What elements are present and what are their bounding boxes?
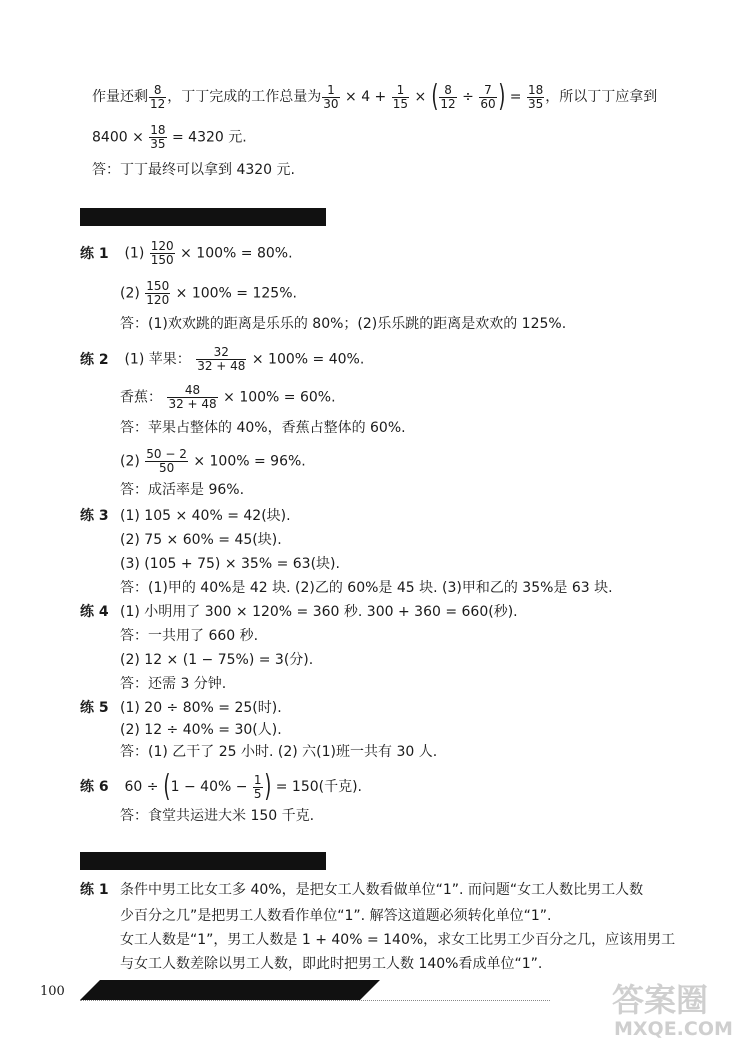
watermark-logo: 答案圈 bbox=[612, 981, 709, 1019]
right-paren: ) bbox=[497, 79, 505, 114]
fraction: $\frac{18}{35}$ bbox=[150, 123, 166, 151]
exercise-2-part-2: (2) $\frac{50 - 2}{50}$ × 100% = 96%. bbox=[120, 447, 306, 475]
fraction: $\frac{32}{32 + 48}$ bbox=[197, 345, 246, 373]
exercise-6-answer: 答：食堂共运进大米 150 千克. bbox=[120, 808, 315, 824]
exercise-4-line-2: (2) 12 × (1 − 75%) = 3(分). bbox=[120, 652, 314, 668]
exercise-5-answer: 答：(1) 乙干了 25 小时. (2) 六(1)班一共有 30 人. bbox=[120, 744, 438, 760]
left-paren: ( bbox=[163, 769, 171, 804]
exercise-1-answer: 答：(1)欢欢跳的距离是乐乐的 80%；(2)乐乐跳的距离是欢欢的 125%. bbox=[120, 316, 567, 332]
exercise-3-answer: 答：(1)甲的 40%是 42 块. (2)乙的 60%是 45 块. (3)甲和乙的 35%是 63 块. bbox=[120, 580, 613, 596]
fraction: $\frac{1}{30}$ bbox=[323, 82, 339, 111]
fraction: $\frac{48}{32 + 48}$ bbox=[168, 383, 217, 411]
section-2-line-1: 练 1 条件中男工比女工多 40%，是把女工人数看做单位“1”. 而问题“女工人数比男工人数 bbox=[80, 882, 644, 898]
footer-rule bbox=[80, 1000, 550, 1001]
right-paren: ) bbox=[263, 769, 271, 804]
fraction: $\frac{1}{15}$ bbox=[392, 82, 409, 111]
section-2-line-3: 女工人数是“1”，男工人数是 1 + 40% = 140%，求女工比男工少百分之几，应该用男工 bbox=[120, 932, 676, 948]
section-2-line-4: 与女工人数差除以男工人数，即此时把男工人数 140%看成单位“1”. bbox=[120, 956, 543, 972]
section-header-bar bbox=[80, 208, 326, 226]
fraction: $\frac{120}{150}$ bbox=[150, 239, 174, 267]
exercise-2-answer-2: 答：成活率是 96%. bbox=[120, 482, 245, 498]
fraction: $\frac{8}{12}$ bbox=[440, 82, 456, 111]
exercise-3-line-1: 练 3 (1) 105 × 40% = 42(块). bbox=[80, 508, 291, 524]
top-line-2: 8400 × $\frac{18}{35}$ = 4320 元. bbox=[92, 123, 247, 151]
exercise-5-line-1: 练 5 (1) 20 ÷ 80% = 25(时). bbox=[80, 700, 282, 716]
left-paren: ( bbox=[431, 79, 439, 114]
exercise-2-answer-1: 答：苹果占整体的 40%，香蕉占整体的 60%. bbox=[120, 420, 406, 436]
fraction: $\frac{50 - 2}{50}$ bbox=[146, 447, 187, 475]
exercise-2-apple: 练 2 (1) 苹果： $\frac{32}{32 + 48}$ × 100% = 40%. bbox=[80, 345, 365, 373]
top-line-1: 作量还剩 $\frac{8}{12}$ ，丁丁完成的工作总量为 $\frac{1}{30}$ × 4 + $\frac{1}{15}$ × ( $\frac{8}{12}$ ÷ $\frac{7}{60}$ ) = $\frac{18}{35}$ ，所以丁丁应拿到 bbox=[92, 79, 658, 114]
fraction: $\frac{1}{5}$ bbox=[253, 772, 262, 801]
fraction: $\frac{18}{35}$ bbox=[527, 82, 544, 111]
exercise-3-line-2: (2) 75 × 60% = 45(块). bbox=[120, 532, 282, 548]
page-number: 100 bbox=[40, 984, 65, 999]
exercise-1-part-1: 练 1 (1) $\frac{120}{150}$ × 100% = 80%. bbox=[80, 239, 293, 267]
fraction: $\frac{7}{60}$ bbox=[480, 82, 496, 111]
fraction: $\frac{8}{12}$ bbox=[150, 82, 166, 111]
footer-decoration bbox=[80, 980, 380, 1000]
top-answer: 答：丁丁最终可以拿到 4320 元. bbox=[92, 162, 295, 178]
exercise-6-line-1: 练 6 60 ÷ (1 − 40% − $\frac{1}{5}$ ) = 150(千克). bbox=[80, 769, 363, 804]
section-header-bar-2 bbox=[80, 852, 326, 870]
fraction: $\frac{150}{120}$ bbox=[146, 279, 170, 307]
exercise-4-line-1: 练 4 (1) 小明用了 300 × 120% = 360 秒. 300 + 360 = 660(秒). bbox=[80, 604, 518, 620]
exercise-2-banana: 香蕉： $\frac{48}{32 + 48}$ × 100% = 60%. bbox=[120, 383, 336, 411]
section-2-line-2: 少百分之几”是把男工人数看作单位“1”. 解答这道题必须转化单位“1”. bbox=[120, 908, 552, 924]
exercise-4-answer-2: 答：还需 3 分钟. bbox=[120, 676, 227, 692]
exercise-1-part-2: (2) $\frac{150}{120}$ × 100% = 125%. bbox=[120, 279, 297, 307]
exercise-4-answer-1: 答：一共用了 660 秒. bbox=[120, 628, 259, 644]
exercise-5-line-2: (2) 12 ÷ 40% = 30(人). bbox=[120, 722, 282, 738]
exercise-3-line-3: (3) (105 + 75) × 35% = 63(块). bbox=[120, 556, 340, 572]
watermark-url: MXQE.COM bbox=[614, 1018, 733, 1040]
